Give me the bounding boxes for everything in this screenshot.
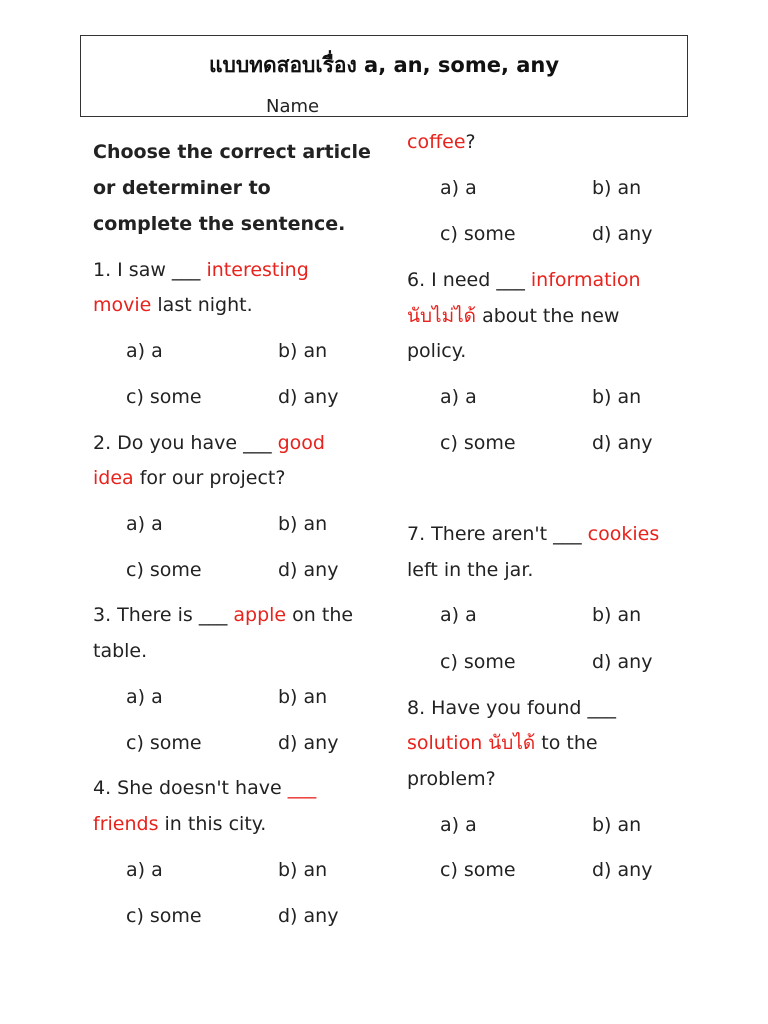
question-1-option-b[interactable]: b) an [278,340,328,362]
question-4-keyword: friends [93,813,159,835]
question-6-note: นับไม่ได้ [407,305,477,327]
question-2-keyword-2: idea [93,467,134,489]
question-2-line-2: idea for our project? [93,467,286,489]
question-8-keyword: solution นับได้ [407,732,536,754]
question-2-option-b[interactable]: b) an [278,513,328,535]
question-6-option-a[interactable]: a) a [440,386,477,408]
question-3-option-c[interactable]: c) some [126,732,202,754]
question-1-option-a[interactable]: a) a [126,340,163,362]
question-8-option-d[interactable]: d) any [592,859,653,881]
question-6-line-2: นับไม่ได้ about the new [407,305,620,327]
question-8-option-b[interactable]: b) an [592,814,642,836]
question-8-option-a[interactable]: a) a [440,814,477,836]
instruction-line-3: complete the sentence. [93,213,346,235]
question-1-option-c[interactable]: c) some [126,386,202,408]
instruction-line-1: Choose the correct article [93,141,371,163]
worksheet-title: แบบทดสอบเรื่อง a, an, some, any [208,53,560,77]
question-8-line-2: solution นับได้ to the [407,732,598,754]
question-5-option-c[interactable]: c) some [440,223,516,245]
question-1-option-d[interactable]: d) any [278,386,339,408]
question-6-option-c[interactable]: c) some [440,432,516,454]
question-4-line-2: friends in this city. [93,813,267,835]
question-6-option-d[interactable]: d) any [592,432,653,454]
question-4-option-c[interactable]: c) some [126,905,202,927]
question-7-option-d[interactable]: d) any [592,651,653,673]
question-1-line-1: 1. I saw ___ interesting [93,259,309,281]
question-3-option-a[interactable]: a) a [126,686,163,708]
question-4-option-a[interactable]: a) a [126,859,163,881]
question-1-line-2: movie last night. [93,294,253,316]
question-7-option-b[interactable]: b) an [592,604,642,626]
question-6-line-3: policy. [407,340,467,362]
question-7-line-1: 7. There aren't ___ cookies [407,523,660,545]
question-6-keyword: information [530,269,641,291]
question-3-line-1: 3. There is ___ apple on the [93,604,354,626]
instruction-line-2: or determiner to [93,177,271,199]
question-7-option-c[interactable]: c) some [440,651,516,673]
question-8-option-c[interactable]: c) some [440,859,516,881]
question-2-option-d[interactable]: d) any [278,559,339,581]
question-1-keyword-2: movie [93,294,152,316]
question-3-option-d[interactable]: d) any [278,732,339,754]
question-4-option-b[interactable]: b) an [278,859,328,881]
question-5-line-end: coffee? [407,131,476,153]
question-2-option-c[interactable]: c) some [126,559,202,581]
question-2-line-1: 2. Do you have ___ good [93,432,325,454]
question-7-keyword: cookies [587,523,660,545]
question-5-option-b[interactable]: b) an [592,177,642,199]
question-5-option-a[interactable]: a) a [440,177,477,199]
question-3-option-b[interactable]: b) an [278,686,328,708]
question-8-line-1: 8. Have you found ___ [407,697,617,719]
question-8-line-3: problem? [407,768,496,790]
question-4-blank: ___ [287,777,317,799]
question-4-option-d[interactable]: d) any [278,905,339,927]
header-box [80,35,688,117]
question-3-line-2: table. [93,640,148,662]
question-5-keyword: coffee [407,131,466,153]
question-4-line-1: 4. She doesn't have ___ [93,777,317,799]
question-7-option-a[interactable]: a) a [440,604,477,626]
question-7-line-2: left in the jar. [407,559,534,581]
question-2-option-a[interactable]: a) a [126,513,163,535]
question-2-keyword: good [277,432,325,454]
question-1-keyword: interesting [206,259,309,281]
name-label: Name [266,96,320,117]
question-3-keyword: apple [233,604,287,626]
question-6-line-1: 6. I need ___ information [407,269,641,291]
question-6-option-b[interactable]: b) an [592,386,642,408]
question-5-option-d[interactable]: d) any [592,223,653,245]
